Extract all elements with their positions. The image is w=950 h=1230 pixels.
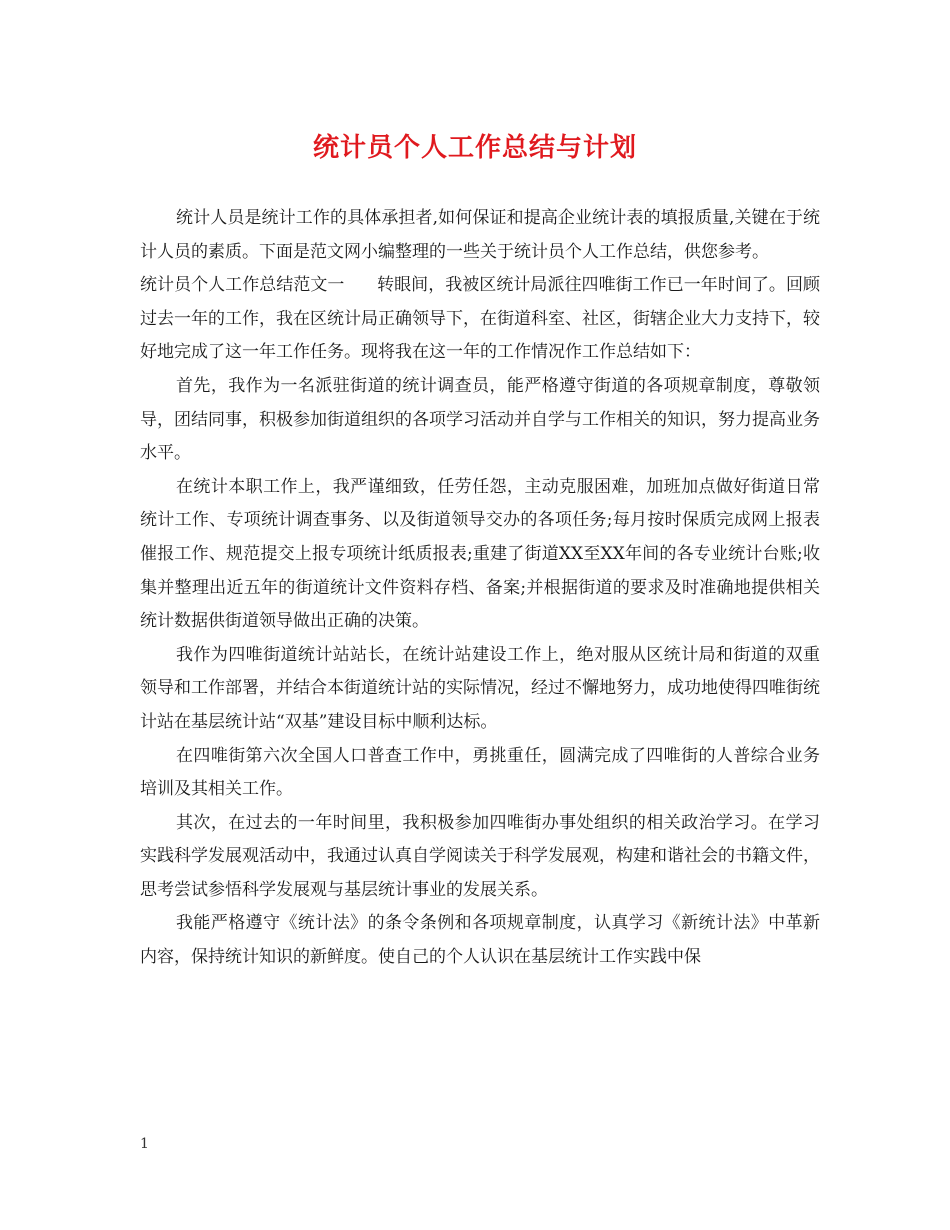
document-title: 统计员个人工作总结与计划 xyxy=(312,133,637,163)
body-paragraph-2: 在统计本职工作上，我严谨细致，任劳任怨，主动克服困难，加班加点做好街道日常统计工作、专项统计调查事务、以及街道领导交办的各项任务;每月按时保质完成网上报表催报工作、规范提交上报专项统计纸质报表;重建了街道XX至XX年间的各专业统计台账;收集并整理出近五年的街道统计文件资料存档、备案;并根据街道的要求及时准确地提供相关统计数据供街道领导做出正确的决策。 xyxy=(140,476,820,632)
section-heading: 统计员个人工作总结范文一 xyxy=(140,275,345,296)
body-paragraph-5: 其次，在过去的一年时间里，我积极参加四唯街办事处组织的相关政治学习。在学习实践科学发展观活动中，我通过认真自学阅读关于科学发展观，构建和谐社会的书籍文件，思考尝试参悟科学发展观与基层统计事业的发展关系。 xyxy=(140,812,820,900)
body-paragraph-4: 在四唯街第六次全国人口普查工作中，勇挑重任，圆满完成了四唯街的人普综合业务培训及其相关工作。 xyxy=(140,745,820,800)
intro-paragraph: 统计人员是统计工作的具体承担者,如何保证和提高企业统计表的填报质量,关键在于统计人员的素质。下面是范文网小编整理的一些关于统计员个人工作总结，供您参考。 xyxy=(140,208,820,262)
document-body xyxy=(140,202,820,975)
heading-spacer xyxy=(344,275,377,295)
body-paragraph-3: 我作为四唯街道统计站站长，在统计站建设工作上，绝对服从区统计局和街道的双重领导和工作部署，并结合本街道统计站的实际情况，经过不懈地努力，成功地使得四唯街统计站在基层统计站“双基”建设目标中顺利达标。 xyxy=(140,644,820,732)
section-first-paragraph xyxy=(140,269,820,370)
page-number: 1 xyxy=(140,1136,149,1152)
body-paragraph-1: 首先，我作为一名派驻街道的统计调查员，能严格遵守街道的各项规章制度，尊敬领导，团结同事，积极参加街道组织的各项学习活动并自学与工作相关的知识，努力提高业务水平。 xyxy=(140,375,820,464)
section-first-text: 转眼间，我被区统计局派往四唯街工作已一年时间了。回顾过去一年的工作，我在区统计局正确领导下，在街道科室、社区，街辖企业大力支持下，较好地完成了这一年工作任务。现将我在这一年的工作情况作工作总结如下： xyxy=(140,275,821,363)
body-paragraph-6: 我能严格遵守《统计法》的条令条例和各项规章制度，认真学习《新统计法》中革新内容，保持统计知识的新鲜度。使自己的个人认识在基层统计工作实践中保 xyxy=(140,913,820,968)
